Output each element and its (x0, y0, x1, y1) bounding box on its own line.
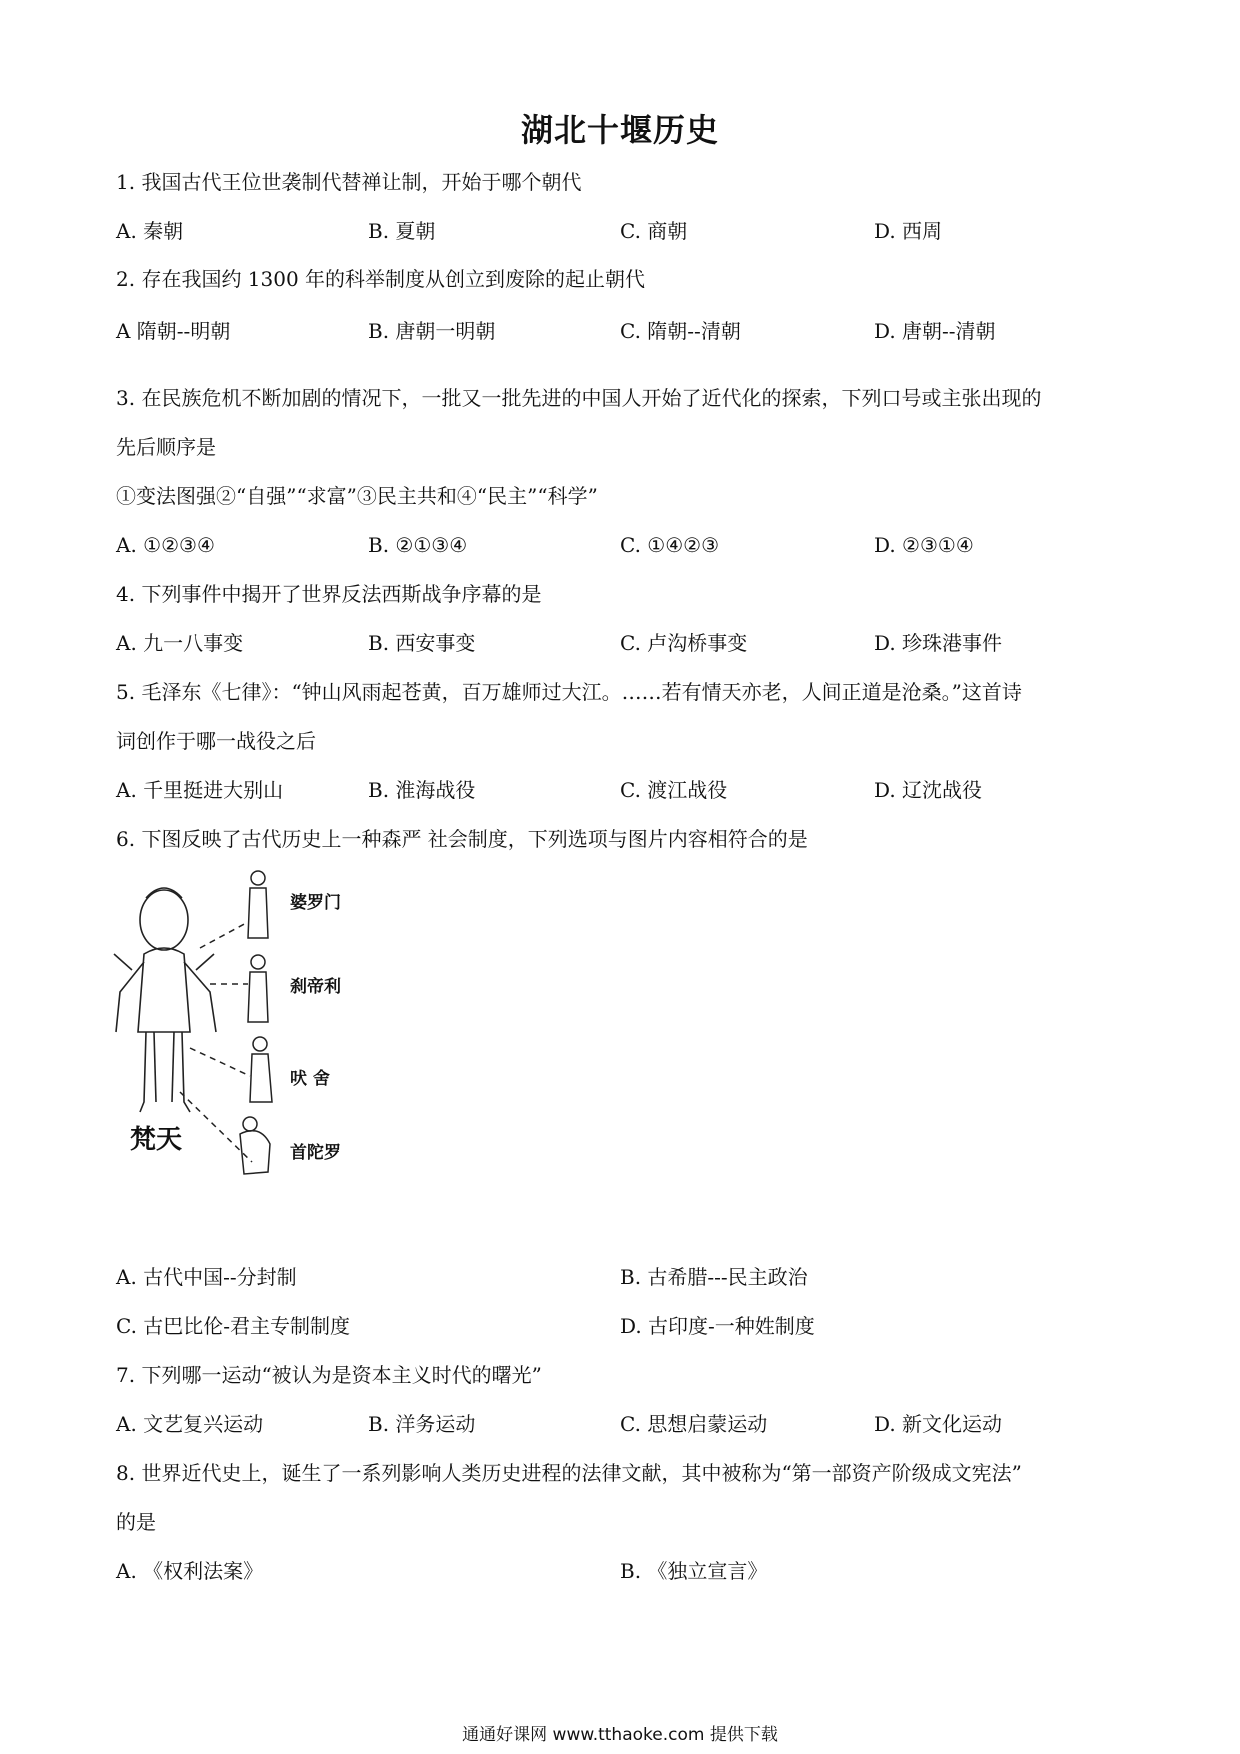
caste-system-figure (110, 862, 370, 1222)
question-5-option-d: D. 辽沈战役 (874, 778, 983, 802)
question-1-option-a: A. 秦朝 (116, 219, 184, 243)
question-2-stem: 2. 存在我国约 1300 年的科举制度从创立到废除的起止朝代 (116, 267, 646, 291)
question-1-option-c: C. 商朝 (620, 219, 688, 243)
question-4-option-a: A. 九一八事变 (116, 631, 244, 655)
caste-figures (240, 871, 272, 1174)
question-5-option-b: B. 淮海战役 (368, 778, 476, 802)
question-1-stem: 1. 我国古代王位世袭制代替禅让制，开始于哪个朝代 (116, 170, 582, 194)
question-6-option-a: A. 古代中国--分封制 (116, 1265, 297, 1289)
question-8-stem-continued: 的是 (116, 1510, 156, 1534)
question-8-option-b: B. 《独立宣言》 (620, 1559, 768, 1583)
question-5-stem: 5. 毛泽东《七律》：“钟山风雨起苍黄，百万雄师过大江。……若有情天亦老，人间正道是沧桑。”这首诗 (116, 680, 1022, 704)
question-6-stem: 6. 下图反映了古代历史上一种森严 社会制度，下列选项与图片内容相符合的是 (116, 827, 808, 851)
question-5-option-c: C. 渡江战役 (620, 778, 728, 802)
question-4-option-d: D. 珍珠港事件 (874, 631, 1003, 655)
page-footer: 通通好课网 www.tthaoke.com 提供下载 (462, 1725, 778, 1745)
question-2-option-a: A 隋朝--明朝 (116, 319, 231, 343)
question-3-option-a: A. ①②③④ (116, 533, 215, 557)
caste-label-shudra: 首陀罗 (290, 1143, 341, 1163)
page-title: 湖北十堰历史 (520, 111, 719, 149)
question-7-option-a: A. 文艺复兴运动 (116, 1412, 264, 1436)
question-3-option-c: C. ①④②③ (620, 533, 720, 557)
question-4-option-b: B. 西安事变 (368, 631, 476, 655)
question-6-option-b: B. 古希腊---民主政治 (620, 1265, 808, 1289)
question-3-option-b: B. ②①③④ (368, 533, 468, 557)
question-7-stem: 7. 下列哪一运动“被认为是资本主义时代的曙光” (116, 1363, 542, 1387)
question-7-option-d: D. 新文化运动 (874, 1412, 1003, 1436)
question-5-stem-continued: 词创作于哪一战役之后 (116, 729, 316, 753)
brahma-figure (114, 888, 216, 1112)
question-7-option-b: B. 洋务运动 (368, 1412, 476, 1436)
question-6-option-d: D. 古印度-一种姓制度 (620, 1314, 815, 1338)
question-5-option-a: A. 千里挺进大别山 (116, 778, 284, 802)
question-3-stem-continued: 先后顺序是 (116, 435, 216, 459)
question-8-option-a: A. 《权利法案》 (116, 1559, 264, 1583)
question-3-stem: 3. 在民族危机不断加剧的情况下，一批又一批先进的中国人开始了近代化的探索，下列口号或主张出现的 (116, 386, 1042, 410)
question-6-option-c: C. 古巴比伦-君主专制制度 (116, 1314, 351, 1338)
question-3-option-d: D. ②③①④ (874, 533, 974, 557)
question-3-items: ①变法图强②“自强”“求富”③民主共和④“民主”“科学” (116, 484, 598, 508)
question-2-option-b: B. 唐朝一明朝 (368, 319, 496, 343)
caste-label-kshatriya: 刹帝利 (290, 977, 341, 997)
dashed-connectors (180, 922, 252, 1162)
question-1-option-d: D. 西周 (874, 219, 943, 243)
question-4-stem: 4. 下列事件中揭开了世界反法西斯战争序幕的是 (116, 582, 542, 606)
question-4-option-c: C. 卢沟桥事变 (620, 631, 748, 655)
caste-label-brahmin: 婆罗门 (290, 893, 341, 913)
question-2-option-c: C. 隋朝--清朝 (620, 319, 741, 343)
brahma-label: 梵天 (130, 1125, 183, 1155)
caste-label-vaishya: 吠 舍 (290, 1069, 330, 1089)
question-2-option-d: D. 唐朝--清朝 (874, 319, 996, 343)
question-8-stem: 8. 世界近代史上，诞生了一系列影响人类历史进程的法律文献，其中被称为“第一部资产阶级成文宪法” (116, 1461, 1022, 1485)
question-1-option-b: B. 夏朝 (368, 219, 436, 243)
question-7-option-c: C. 思想启蒙运动 (620, 1412, 768, 1436)
